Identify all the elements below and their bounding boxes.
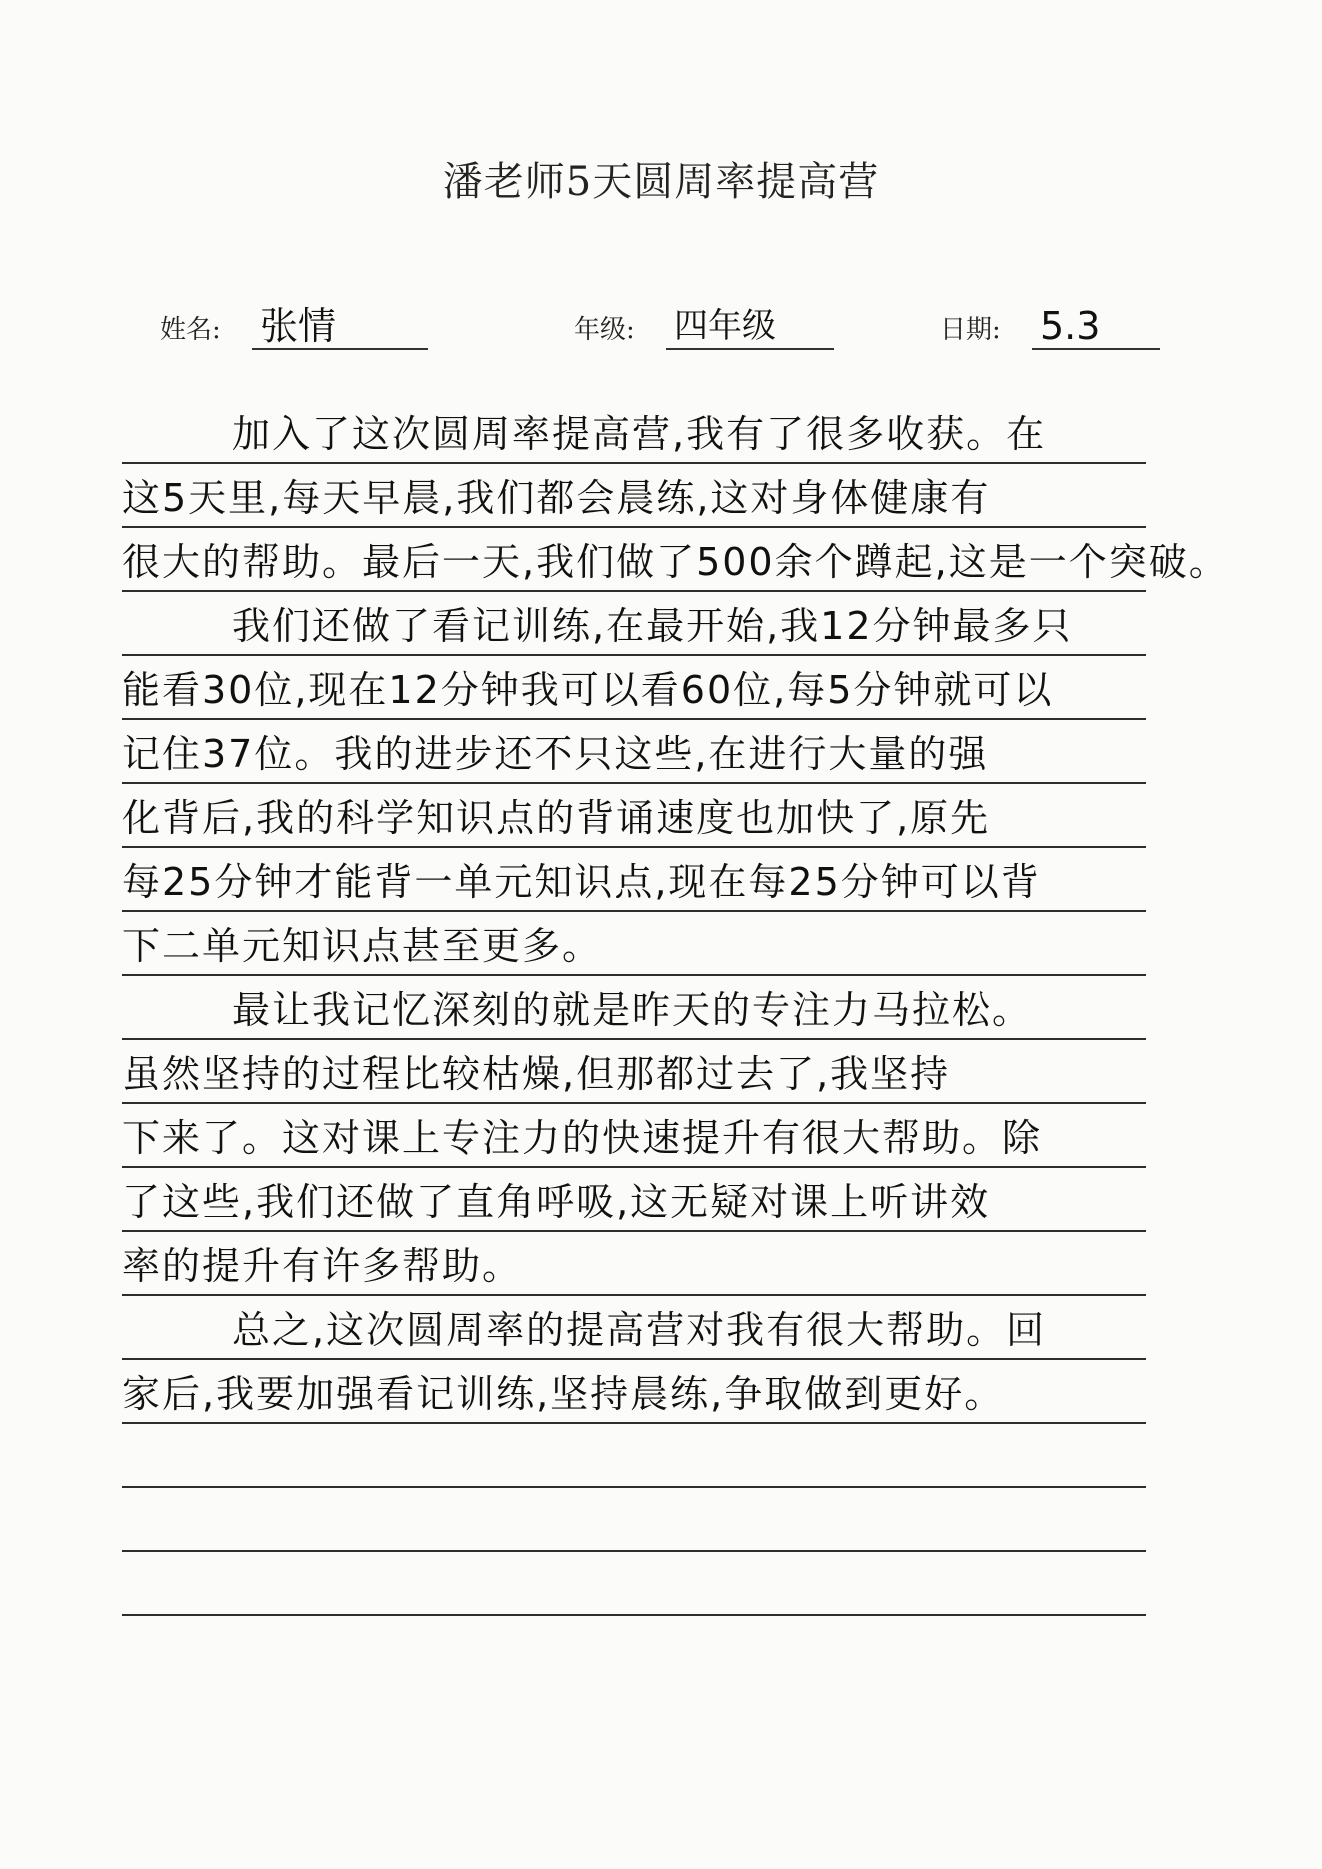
date-label: 日期:	[940, 315, 1001, 345]
line-text: 家后,我要加强看记训练,坚持晨练,争取做到更好。	[122, 1372, 1005, 1416]
grade-field	[574, 300, 836, 350]
line-text: 加入了这次圆周率提高营,我有了很多收获。在	[232, 412, 1047, 456]
line-text: 我们还做了看记训练,在最开始,我12分钟最多只	[232, 604, 1073, 648]
line-text: 最让我记忆深刻的就是昨天的专注力马拉松。	[232, 988, 1033, 1032]
line-text: 率的提升有许多帮助。	[122, 1244, 523, 1288]
ruled-line	[122, 784, 1146, 848]
date-field	[940, 300, 1170, 350]
line-text: 下二单元知识点甚至更多。	[122, 924, 603, 968]
name-label: 姓名:	[160, 315, 221, 345]
ruled-line	[122, 976, 1146, 1040]
page-title: 潘老师5天圆周率提高营	[442, 159, 880, 205]
name-value: 张情	[252, 304, 428, 350]
ruled-line	[122, 656, 1146, 720]
ruled-line	[122, 1360, 1146, 1424]
line-text: 化背后,我的科学知识点的背诵速度也加快了,原先	[122, 796, 991, 840]
line-text: 下来了。这对课上专注力的快速提升有很大帮助。除	[122, 1116, 1043, 1160]
name-field	[160, 300, 430, 350]
line-text: 很大的帮助。最后一天,我们做了500余个蹲起,这是一个突破。	[122, 540, 1229, 584]
ruled-line	[122, 592, 1146, 656]
ruled-line	[122, 848, 1146, 912]
essay-body	[122, 400, 1229, 1616]
ruled-line	[122, 1296, 1146, 1360]
line-text: 这5天里,每天早晨,我们都会晨练,这对身体健康有	[122, 476, 991, 520]
line-text: 能看30位,现在12分钟我可以看60位,每5分钟就可以	[122, 668, 1054, 712]
ruled-line	[122, 1232, 1146, 1296]
line-text: 了这些,我们还做了直角呼吸,这无疑对课上听讲效	[122, 1180, 991, 1224]
line-text: 虽然坚持的过程比较枯燥,但那都过去了,我坚持	[122, 1052, 951, 1096]
grade-value: 四年级	[666, 304, 834, 350]
ruled-line	[122, 1488, 1146, 1552]
line-text: 记住37位。我的进步还不只这些,在进行大量的强	[122, 732, 989, 776]
ruled-line	[122, 1104, 1146, 1168]
ruled-line	[122, 1552, 1146, 1616]
ruled-line	[122, 464, 1146, 528]
ruled-line	[122, 720, 1146, 784]
line-text: 每25分钟才能背一单元知识点,现在每25分钟可以背	[122, 860, 1041, 904]
ruled-line	[122, 1168, 1146, 1232]
ruled-line	[122, 528, 1229, 592]
ruled-line	[122, 400, 1146, 464]
line-text: 总之,这次圆周率的提高营对我有很大帮助。回	[232, 1308, 1047, 1352]
ruled-line	[122, 1040, 1146, 1104]
grade-label: 年级:	[574, 315, 635, 345]
ruled-line	[122, 912, 1146, 976]
date-value: 5.3	[1032, 304, 1160, 350]
ruled-line	[122, 1424, 1146, 1488]
